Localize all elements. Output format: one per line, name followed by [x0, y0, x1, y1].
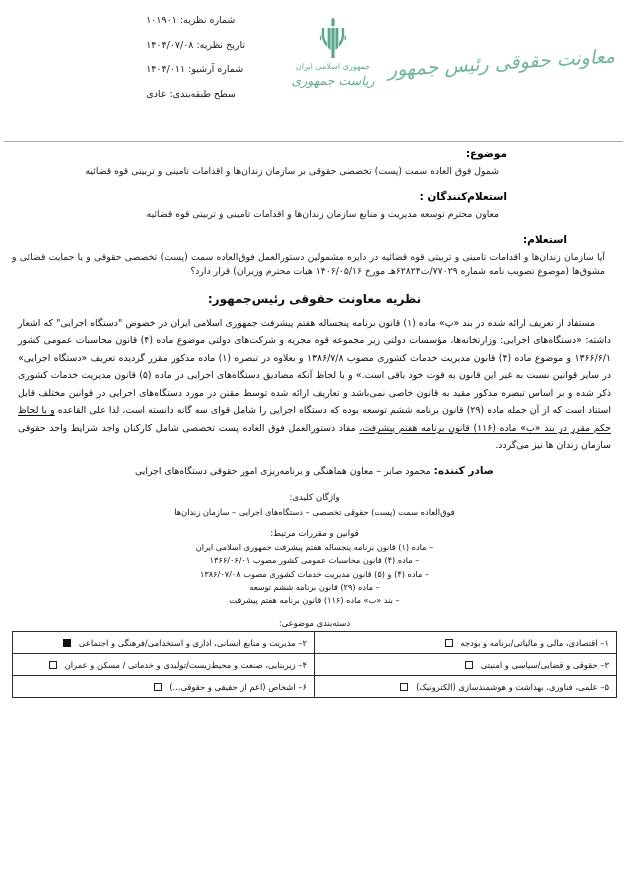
- table-row: [13, 632, 617, 654]
- category-label-2: ۲– مدیریت و منابع انسانی، اداری و استخدامی/فرهنگی و اجتماعی: [78, 637, 307, 648]
- category-checkbox-1[interactable]: [445, 639, 453, 647]
- page-title: معاونت حقوقی رئیس جمهور: [387, 45, 616, 82]
- related-laws-list: [12, 541, 617, 607]
- inquiry-text: آیا سازمان زندان‌ها و اقدامات تامینی و تربیتی قوه قضائیه در دایره مشمولین دستورالعمل فوق‌العاده سمت (پست) تخصصی حقوقی و یا حمایت قضائی و مشوق‌ها (موضوع تصویب نامه شماره ۷۷۰۲۹/ت۶۲۸۲۴هـ مورخ ۱۴۰۶/۰۵/۱۶ هیات محترم وزیران) قرار دارد؟: [12, 251, 605, 277]
- document-content: [0, 148, 627, 698]
- opinion-text: [12, 315, 617, 455]
- meta-value-opinion-number: ۱۰۱۹۰۱: [146, 15, 177, 26]
- issuer-label: صادر کننده:: [433, 464, 494, 477]
- meta-label-archive-number: شماره آرشیو:: [188, 64, 244, 75]
- table-row: [13, 654, 617, 676]
- subject-categories-table: [12, 631, 617, 698]
- categories-heading: دسته‌بندی موضوعی:: [278, 618, 351, 629]
- emblem-caption-presidency: ریاست جمهوری: [291, 73, 375, 88]
- category-label-1: ۱– اقتصادی، مالی و مالیاتی/برنامه و بودجه: [460, 637, 609, 648]
- opinion-text-underlined: و با لحاظ حکم مقرر در بند «ب» ماده (۱۱۶) قانون برنامه هفتم پیشرفت،: [18, 405, 611, 434]
- opinion-heading: نظریه معاونت حقوقی رئیس‌جمهور:: [207, 291, 422, 306]
- list-item: – ماده (۴) قانون محاسبات عمومی کشور مصوب ۱۳۶۶/۰۶/۰۱: [209, 555, 420, 566]
- list-item: – ماده (۱) قانون برنامه پنجساله هفتم پیشرفت جمهوری اسلامی ایران: [195, 542, 434, 553]
- header-divider: [4, 141, 623, 142]
- category-checkbox-2[interactable]: [63, 639, 71, 647]
- meta-value-classification: عادی: [146, 88, 167, 100]
- category-checkbox-3[interactable]: [465, 661, 473, 669]
- list-item: – ماده (۴) و (۵) قانون مدیریت خدمات کشوری مصوب ۱۳۸۶/۰۷/۰۸: [199, 568, 430, 579]
- category-checkbox-6[interactable]: [154, 683, 162, 691]
- category-label-4: ۴– زیربنایی، صنعت و محیط‌زیست/تولیدی و خدماتی / مسکن و عمران: [64, 659, 307, 670]
- header-metadata-block: [146, 16, 245, 114]
- category-cell-3[interactable]: [315, 654, 617, 676]
- subject-heading: موضوع:: [465, 148, 507, 160]
- category-cell-6[interactable]: [13, 676, 315, 698]
- category-cell-5[interactable]: [315, 676, 617, 698]
- meta-label-classification: سطح طبقه‌بندی:: [169, 88, 236, 100]
- meta-row-opinion-number: [146, 16, 245, 26]
- keywords-text: فوق‌العاده سمت (پست) حقوقی تخصصی – دستگاه‌های اجرایی – سازمان زندان‌ها: [174, 506, 455, 517]
- keywords-heading: واژگان کلیدی:: [289, 492, 340, 503]
- document-header: [0, 0, 627, 126]
- meta-label-opinion-date: تاریخ نظریه:: [196, 39, 245, 51]
- category-cell-4[interactable]: [13, 654, 315, 676]
- category-checkbox-5[interactable]: [400, 683, 408, 691]
- meta-row-classification: [146, 90, 245, 100]
- meta-row-archive-number: [146, 65, 245, 75]
- opinion-text-part1: مستفاد از تعریف ارائه شده در بند «پ» ماده (۱) قانون برنامه پنجساله هفتم پیشرفت جمهوری اسلامی ایران در خصوص "دستگاه اجرایی" که اشعار داشته: «دستگاه‌های اجرایی: وزارتخانه‌ها، مؤسسات دولتی زیر مجموعه قوه مجریه و شرکت‌های دولتی موضوع ماده (۴) قانون محاسبات عمومی کشور ۱۳۶۶/۶/۱ و موضوع ماده (۴) قانون مدیریت خدمات کشوری مصوب ۱۳۸۶/۷/۸ و بعلاوه در تبصره (۱) ماده مذکور مقرر گردیده تعریف «دستگاه اجرایی» در سایر قوانین نسبت به غیر این قانون به قوت خود باقی است.» و با لحاظ آنکه مصادیق دستگاه‌های اجرایی در ماده (۵) قانون مدیریت خدمات کشوری ذکر شده و بر اساس تبصره مذکور مقید به قانون خاصی نمی‌باشد و تعاریف ارائه شده توسط مقنن در مورد دستگاه‌های اجرایی در قوانین مختلف قابل استناد است که از آن جمله ماده (۲۹) قانون برنامه ششم توسعه بوده که دستگاه اجرایی را شامل قوای سه گانه دانسته است، لذا علی القاعده: [18, 317, 611, 417]
- category-cell-1[interactable]: [315, 632, 617, 654]
- list-item: – بند «ب» ماده (۱۱۶) قانون برنامه هفتم پیشرفت: [229, 595, 400, 606]
- inquirers-text: معاون محترم توسعه مدیریت و منابع سازمان زندان‌ها و اقدامات تامینی و تربیتی قوه قضائیه: [146, 208, 499, 220]
- subject-text: شمول فوق العاده سمت (پست) تخصصی حقوقی بر سازمان زندان‌ها و اقدامات تامینی و تربیتی قوه قضائیه: [85, 166, 499, 177]
- list-item: – ماده (۲۹) قانون برنامه ششم توسعه: [249, 581, 380, 592]
- issuer-name: محمود صابر – معاون هماهنگی و برنامه‌ریزی امور حقوقی دستگاه‌های اجرایی: [135, 465, 431, 477]
- issuer-line: [12, 465, 617, 477]
- emblem-caption-country: جمهوری اسلامی ایران: [295, 62, 371, 71]
- meta-label-opinion-number: شماره نظریه:: [179, 15, 236, 26]
- table-row: [13, 676, 617, 698]
- category-cell-2[interactable]: [13, 632, 315, 654]
- meta-value-archive-number: ۱۴۰۴/۰۱۱: [146, 64, 186, 75]
- related-laws-heading: قوانین و مقررات مرتبط:: [270, 529, 359, 540]
- presidency-emblem: [278, 16, 388, 88]
- inquiry-heading: استعلام:: [522, 233, 567, 246]
- iran-national-emblem-icon: [310, 16, 356, 60]
- inquirers-heading: استعلام‌کنندگان :: [419, 190, 507, 203]
- category-checkbox-4[interactable]: [49, 661, 57, 669]
- category-label-5: ۵– علمی، فناوری، بهداشت و هوشمندسازی (الکترونیک): [416, 681, 609, 692]
- meta-row-opinion-date: [146, 41, 245, 51]
- meta-value-opinion-date: ۱۴۰۴/۰۷/۰۸: [146, 39, 194, 51]
- category-label-3: ۳– حقوقی و قضایی/سیاسی و امنیتی: [480, 659, 609, 670]
- category-label-6: ۶– اشخاص (اعم از حقیقی و حقوقی...): [169, 681, 307, 692]
- opinion-text-part2: مفاد دستورالعمل فوق العاده پست تخصصی شامل کارکنان واجد شرایط واحد حقوقی سازمان زندان ها نیز می‌گردد.: [18, 422, 611, 452]
